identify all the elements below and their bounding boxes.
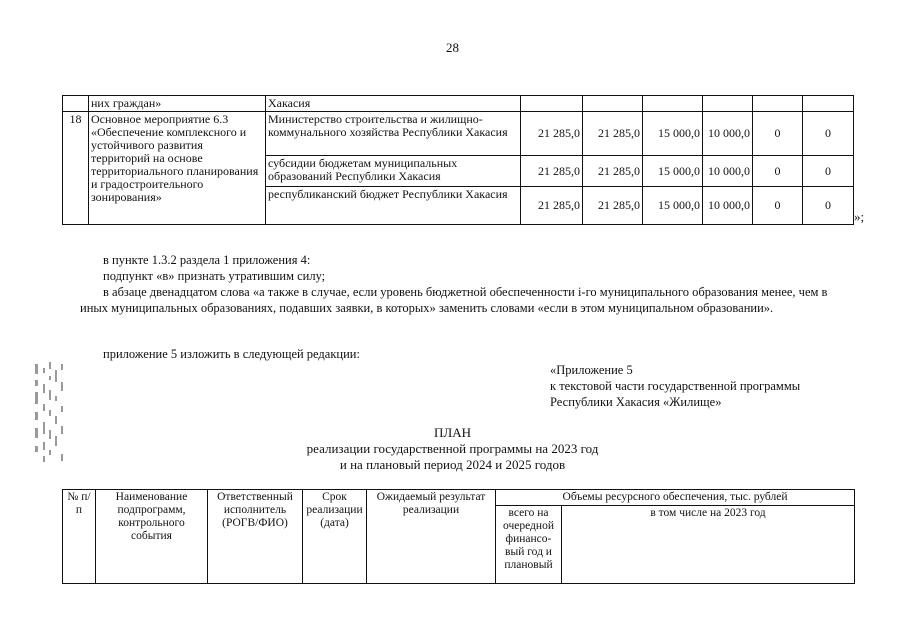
executor-cell: Министерство строительства и жилищно-коммунального хозяйства Республики Хакасия [266,112,521,156]
value-cell: 21 285,0 [521,156,583,187]
header-total: всего на очередной финансо-вый год и плановый [496,506,562,584]
value-cell: 0 [803,112,854,156]
paragraph: в пункте 1.3.2 раздела 1 приложения 4: [103,253,311,267]
closing-quote-mark: »; [854,209,865,224]
annex-line: к текстовой части государственной программы [550,379,801,393]
annex-caption [550,362,800,410]
table-cell [703,96,753,112]
table-cell [521,96,583,112]
table-cell [643,96,703,112]
value-cell: 15 000,0 [643,112,703,156]
table-header-row [63,490,855,506]
value-cell: 21 285,0 [521,112,583,156]
paragraph: в абзаце двенадцатом слова «а также в случае, если уровень бюджетной обеспеченности i-го муниципального образования менее, чем в иных муниципальных образованиях, подавших заявки, в которых» заменить словами «если в этом муниципальном образовании». [80,285,828,315]
value-cell: 10 000,0 [703,187,753,225]
table-row [63,112,854,156]
executor-cell: республиканский бюджет Республики Хакасия [266,187,521,225]
value-cell: 10 000,0 [703,112,753,156]
plan-table [62,489,855,584]
header-term: Срок реализации (дата) [303,490,367,584]
table-cell [63,96,89,112]
value-cell: 15 000,0 [643,156,703,187]
page-number: 28 [446,40,459,55]
value-cell: 0 [803,156,854,187]
paragraph: приложение 5 изложить в следующей редакции: [103,347,360,361]
value-cell: 21 285,0 [583,112,643,156]
executor-cell: субсидии бюджетам муниципальных образований Республики Хакасия [266,156,521,187]
table-cell [803,96,854,112]
table-cell [753,96,803,112]
row-number: 18 [63,112,89,225]
value-cell: 21 285,0 [521,187,583,225]
value-cell: 15 000,0 [643,187,703,225]
table-cell [583,96,643,112]
budget-table [62,95,854,225]
header-volumes: Объемы ресурсного обеспечения, тыс. рублей [496,490,855,506]
table-cell: Хакасия [266,96,521,112]
value-cell: 0 [753,187,803,225]
value-cell: 21 285,0 [583,156,643,187]
table-row [63,96,854,112]
value-cell: 0 [753,156,803,187]
event-name: Основное мероприятие 6.3 «Обеспечение комплексного и устойчивого развития территорий на основе территориального планирования и градостроительного зонирования» [89,112,266,225]
plan-subtitle: реализации государственной программы на 2023 год [306,441,599,456]
value-cell: 10 000,0 [703,156,753,187]
annex-line: Республики Хакасия «Жилище» [550,395,722,409]
table-cell: них граждан» [89,96,266,112]
value-cell: 0 [753,112,803,156]
header-executor: Ответственный исполнитель (РОГВ/ФИО) [208,490,303,584]
annex-line: «Приложение 5 [550,363,633,377]
value-cell: 21 285,0 [583,187,643,225]
plan-title: ПЛАН [434,425,471,440]
value-cell: 0 [803,187,854,225]
header-number: № п/п [63,490,96,584]
plan-subtitle: и на плановый период 2024 и 2025 годов [339,457,566,472]
header-result: Ожидаемый результат реализации [367,490,496,584]
header-2023: в том числе на 2023 год [562,506,855,584]
paragraph: подпункт «в» признать утратившим силу; [103,269,326,283]
header-name: Наименование подпрограмм, контрольного события [96,490,208,584]
